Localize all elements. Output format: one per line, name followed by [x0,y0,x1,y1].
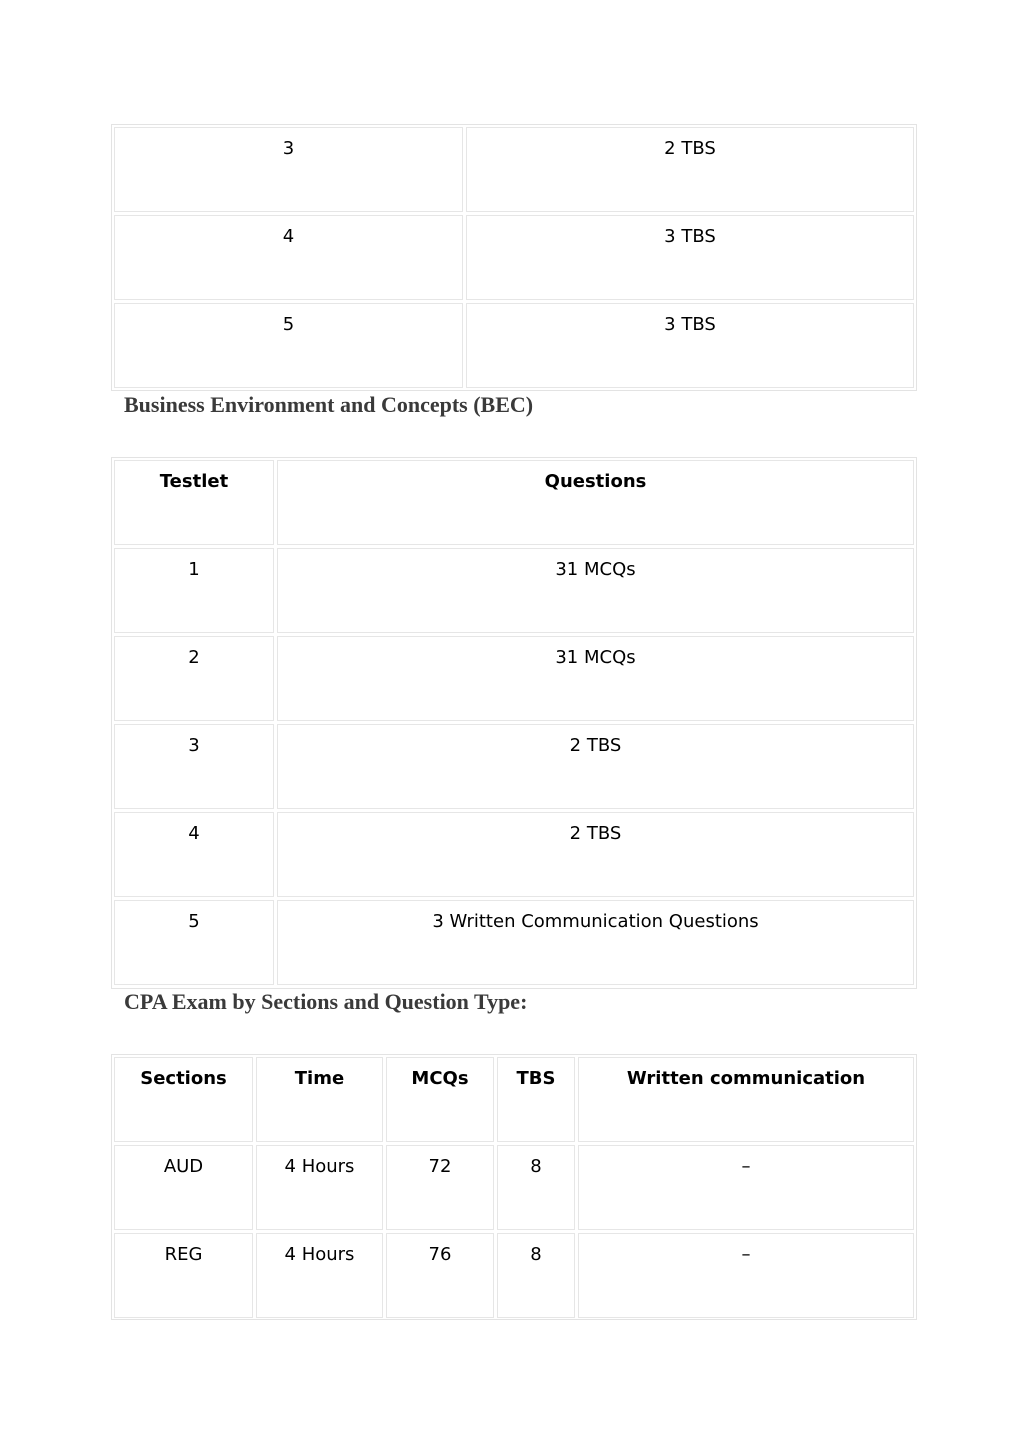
table-cell: 4 Hours [256,1145,383,1230]
testlet-table-continued [111,124,917,391]
table-cell: 72 [386,1145,494,1230]
table-cell: 76 [386,1233,494,1318]
table-cell: 1 [114,548,274,633]
table-cell: REG [114,1233,253,1318]
bec-table [111,457,917,989]
column-header: Questions [277,460,914,545]
table-cell: 5 [114,900,274,985]
table-row [114,900,914,985]
table-row [114,636,914,721]
table-cell: 3 [114,724,274,809]
column-header: Written communication [578,1057,914,1142]
sections-table [111,1054,917,1320]
table-row [114,215,914,300]
table-cell: 8 [497,1233,575,1318]
column-header: Sections [114,1057,253,1142]
table-cell: 2 TBS [466,127,914,212]
table-cell: 5 [114,303,463,388]
table-row [114,303,914,388]
table-cell: 4 [114,215,463,300]
table-cell: 4 Hours [256,1233,383,1318]
table-cell: 3 [114,127,463,212]
column-header: TBS [497,1057,575,1142]
table-cell: 2 TBS [277,812,914,897]
table-cell: 8 [497,1145,575,1230]
table-row [114,127,914,212]
table-row [114,1233,914,1318]
table-header-row [114,460,914,545]
bec-heading: Business Environment and Concepts (BEC) [124,392,534,417]
table-cell: AUD [114,1145,253,1230]
table-cell: – [578,1145,914,1230]
sections-heading: CPA Exam by Sections and Question Type: [124,989,528,1014]
table-row [114,1145,914,1230]
table-cell: 31 MCQs [277,548,914,633]
column-header: Testlet [114,460,274,545]
table-header-row [114,1057,914,1142]
table-cell: 2 TBS [277,724,914,809]
column-header: Time [256,1057,383,1142]
table-row [114,548,914,633]
table-cell: 3 TBS [466,215,914,300]
table-cell: 4 [114,812,274,897]
column-header: MCQs [386,1057,494,1142]
table-cell: 2 [114,636,274,721]
table-row [114,724,914,809]
table-cell: 3 Written Communication Questions [277,900,914,985]
table-row [114,812,914,897]
table-cell: 3 TBS [466,303,914,388]
table-cell: 31 MCQs [277,636,914,721]
table-cell: – [578,1233,914,1318]
